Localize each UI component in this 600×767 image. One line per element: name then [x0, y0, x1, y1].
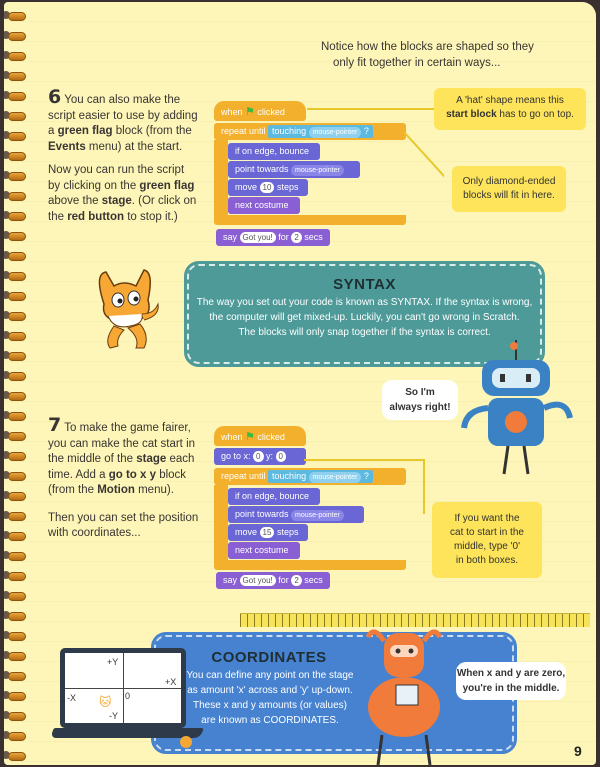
spiral-ring	[8, 532, 26, 541]
say-input[interactable]: Got you!	[240, 575, 276, 586]
step-text: menu) at the start.	[85, 140, 183, 153]
step-keyword: go to x y	[108, 468, 157, 481]
green-flag-icon: ⚑	[245, 106, 255, 118]
spiral-ring	[8, 332, 26, 341]
step-text: script easier to use by adding	[48, 109, 198, 122]
coordinates-line: are known as COORDINATES.	[201, 715, 339, 726]
spiral-ring	[8, 732, 26, 741]
move-steps-block[interactable]	[228, 179, 308, 196]
syntax-line: the computer will get mixed-up. Luckily, you can't go wrong in Scratch.	[209, 312, 520, 323]
spiral-ring	[8, 52, 26, 61]
spiral-ring	[8, 652, 26, 661]
block-label: repeat until	[221, 471, 266, 481]
spiral-ring	[8, 252, 26, 261]
hat-callout	[434, 88, 586, 130]
spiral-ring	[8, 392, 26, 401]
bubble-line: you're in the middle.	[462, 683, 560, 694]
spiral-ring	[8, 32, 26, 41]
spiral-ring	[8, 232, 26, 241]
step-text: each	[166, 453, 195, 465]
orange-robot-image	[344, 607, 464, 765]
block-label: say	[223, 575, 238, 585]
block-label: for	[278, 575, 289, 585]
block-label: move	[235, 527, 258, 537]
spiral-ring	[8, 492, 26, 501]
spiral-ring	[8, 372, 26, 381]
block-label: repeat until	[221, 126, 266, 136]
axis-label: +Y	[107, 657, 119, 667]
spiral-ring	[8, 452, 26, 461]
zero-speech-bubble	[456, 662, 566, 700]
laptop-screen	[60, 648, 186, 728]
robot-speech-bubble	[382, 380, 458, 420]
intro-note-line: only fit together in certain ways...	[333, 56, 501, 69]
step7-text	[48, 414, 218, 542]
origin-label: 0	[125, 691, 131, 701]
dropdown[interactable]: mouse-pointer	[291, 165, 344, 176]
notebook-page	[4, 2, 596, 765]
block-label: steps	[276, 527, 299, 537]
spiral-ring	[8, 512, 26, 521]
spiral-ring	[8, 72, 26, 81]
block-label: when	[221, 432, 243, 442]
go-to-xy-block[interactable]	[214, 448, 306, 465]
spiral-ring	[8, 312, 26, 321]
callout-line: blocks will fit in here.	[463, 190, 555, 201]
step-text: Now you can run the script	[48, 164, 185, 176]
spiral-ring	[8, 192, 26, 201]
spiral-ring	[8, 412, 26, 421]
dropdown[interactable]: mouse-pointer	[291, 510, 344, 521]
next-costume-block[interactable]: next costume	[228, 542, 300, 559]
step-keyword: stage	[101, 195, 132, 207]
block-label: ?	[363, 471, 369, 481]
spiral-ring	[8, 692, 26, 701]
spiral-ring	[8, 92, 26, 101]
spiral-ring	[8, 752, 26, 761]
bubble-line: When x and y are zero,	[456, 668, 566, 679]
block-label: steps	[276, 182, 299, 192]
syntax-line: The blocks will only snap together if the syntax is correct.	[238, 327, 491, 338]
steps-input[interactable]: 10	[260, 182, 275, 193]
middle-callout	[432, 502, 542, 578]
secs-input[interactable]: 2	[291, 232, 301, 243]
say-block[interactable]	[216, 572, 330, 589]
callout-line: A 'hat' shape means this	[456, 95, 564, 106]
block-label: secs	[304, 575, 323, 585]
move-steps-block[interactable]	[228, 524, 308, 541]
step-text: with coordinates...	[48, 527, 141, 539]
y-input[interactable]: 0	[276, 451, 286, 462]
bubble-line: So I'm	[405, 387, 435, 398]
coordinates-line: You can define any point on the stage	[186, 670, 354, 681]
step-text: . (Or click on	[131, 195, 197, 207]
step-text: to stop it.)	[124, 210, 178, 223]
step-text: block	[156, 468, 187, 481]
syntax-line: The way you set out your code is known as SYNTAX. If the syntax is wrong,	[196, 297, 533, 308]
step-text: the	[48, 210, 68, 223]
spiral-ring	[8, 472, 26, 481]
spiral-ring	[8, 552, 26, 561]
step6-text	[48, 86, 208, 225]
step-text: menu).	[134, 484, 174, 496]
block-label: point towards	[235, 164, 289, 174]
callout-line: If you want the	[454, 513, 520, 524]
spiral-binding	[4, 2, 28, 765]
block-label: move	[235, 182, 258, 192]
step-keyword: green flag	[57, 125, 113, 137]
secs-input[interactable]: 2	[291, 575, 301, 586]
step-text: Then you can set the position	[48, 511, 199, 524]
dropdown[interactable]: mouse-pointer	[309, 472, 362, 483]
spiral-ring	[8, 172, 26, 181]
callout-line: has to go on top.	[496, 109, 574, 120]
coordinates-title: COORDINATES	[211, 649, 327, 666]
syntax-title: SYNTAX	[333, 276, 396, 293]
laptop-base	[50, 728, 204, 738]
step-text: you can make the cat start in	[48, 437, 196, 450]
spiral-ring	[8, 672, 26, 681]
callout-line: in both boxes.	[455, 555, 519, 566]
block-label: ?	[363, 126, 369, 136]
page-number: 9	[574, 743, 582, 759]
bounce-block[interactable]: if on edge, bounce	[228, 143, 320, 160]
step-keyword: stage	[136, 453, 167, 465]
spiral-ring	[8, 112, 26, 121]
step-keyword: Events	[48, 140, 86, 153]
callout-connector-lines	[300, 454, 450, 554]
step-text: To make the game fairer,	[64, 422, 191, 434]
next-costume-block[interactable]: next costume	[228, 197, 300, 214]
dropdown[interactable]: mouse-pointer	[309, 127, 362, 138]
spiral-ring	[8, 132, 26, 141]
callout-connector-lines	[304, 97, 444, 197]
spiral-ring	[8, 432, 26, 441]
scratch-cat-image	[84, 264, 164, 354]
bounce-block[interactable]: if on edge, bounce	[228, 488, 320, 505]
axis-label: +X	[165, 677, 177, 687]
bubble-line: always right!	[389, 402, 451, 413]
repeat-c-arm	[214, 485, 228, 565]
callout-line: middle, type '0'	[453, 541, 521, 552]
spiral-ring	[8, 292, 26, 301]
coordinates-line: These x and y amounts (or values)	[193, 700, 347, 711]
step-keyword: red button	[67, 210, 125, 223]
spiral-ring	[8, 212, 26, 221]
x-axis	[65, 688, 181, 689]
axis-label: -X	[67, 693, 76, 703]
callout-keyword: start block	[446, 109, 497, 120]
step-text: block (from the	[112, 125, 192, 137]
block-label: for	[278, 232, 289, 242]
spiral-ring	[8, 272, 26, 281]
step-keyword: green flag	[139, 179, 195, 192]
step-text: by clicking on the	[48, 179, 140, 192]
step-number: 7	[48, 414, 62, 436]
cat-icon	[180, 736, 192, 748]
block-label: when	[221, 107, 243, 117]
block-label: y:	[266, 451, 274, 461]
block-label: go to x:	[221, 451, 251, 461]
repeat-bottom	[214, 215, 406, 225]
step-keyword: Motion	[97, 484, 135, 496]
spiral-ring	[8, 352, 26, 361]
spiral-ring	[8, 12, 26, 21]
diamond-callout	[452, 166, 566, 212]
intro-note-line: Notice how the blocks are shaped so they	[321, 41, 534, 53]
block-label: touching	[272, 471, 307, 481]
cat-icon: 🐱	[99, 695, 112, 709]
step-text: You can also make the	[64, 94, 181, 106]
axis-label: -Y	[109, 711, 118, 721]
intro-note	[321, 40, 561, 71]
coordinates-line: as amount 'x' across and 'y' up-down.	[187, 685, 353, 696]
spiral-ring	[8, 572, 26, 581]
callout-line: cat to start in the	[450, 527, 524, 538]
say-input[interactable]: Got you!	[240, 232, 276, 243]
block-label: clicked	[257, 107, 285, 117]
step-text: (from the	[48, 484, 98, 496]
steps-input[interactable]: 15	[260, 527, 275, 538]
block-label: touching	[272, 126, 307, 136]
spiral-ring	[8, 712, 26, 721]
step-text: above the	[48, 195, 102, 207]
green-flag-icon: ⚑	[245, 431, 255, 443]
x-input[interactable]: 0	[253, 451, 263, 462]
spiral-ring	[8, 612, 26, 621]
block-label: point towards	[235, 509, 289, 519]
say-block[interactable]	[216, 229, 330, 246]
block-label: clicked	[257, 432, 285, 442]
block-label: say	[223, 232, 238, 242]
spiral-ring	[8, 592, 26, 601]
step-text: the middle of the	[48, 453, 137, 465]
repeat-bottom	[214, 560, 406, 570]
when-flag-clicked-block[interactable]	[214, 101, 306, 121]
step-text: a	[48, 125, 58, 137]
spiral-ring	[8, 152, 26, 161]
when-flag-clicked-block[interactable]	[214, 426, 306, 446]
callout-line: Only diamond-ended	[462, 176, 556, 187]
spiral-ring	[8, 632, 26, 641]
blue-robot-image	[456, 338, 576, 478]
block-label: secs	[304, 232, 323, 242]
step-number: 6	[48, 86, 62, 108]
step-text: time. Add a	[48, 468, 109, 481]
repeat-c-arm	[214, 140, 228, 220]
